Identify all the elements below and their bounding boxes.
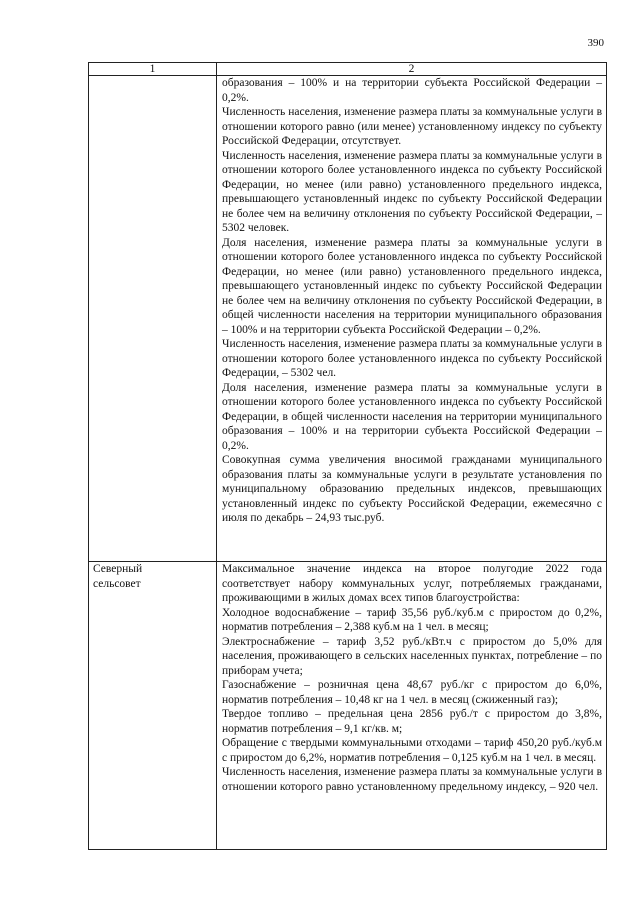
description-cell [217,76,607,562]
paragraph: Твердое топливо – предельная цена 2856 руб./т с приростом до 3,8%, норматив потребления – 9,1 кг/кв. м; [222,708,602,735]
paragraph: Максимальное значение индекса на второе полугодие 2022 года соответствует набору коммунальных услуг, потребляемых гражданами, проживающими в жилых домах всех типов благоустройства: [222,563,602,604]
paragraph: Совокупная сумма увеличения вносимой гражданами муниципального образования платы за коммунальные услуги в результате установления по муниципальному образованию предельных индексов, превышающих установленный индекс по субъекту Российской Федерации, ежемесячно с июля по декабрь – 24,93 тыс.руб. [222,454,602,524]
territory-name-line: сельсовет [93,577,141,590]
paragraph: Численность населения, изменение размера платы за коммунальные услуги в отношении которого равно (или менее) установленному индексу по субъекту Российской Федерации, отсутствует. [222,106,602,147]
table-row [89,562,607,850]
paragraph: Доля населения, изменение размера платы за коммунальные услуги в отношении которого более установленного индекса по субъекту Российской Федерации, в общей численности населения на территории муниципального образования – 100% и на территории субъекта Российской Федерации – 0,2%. [222,381,602,452]
territory-cell [89,76,217,562]
paragraph: образования – 100% и на территории субъекта Российской Федерации – 0,2%. [222,77,602,104]
territory-name-line: Северный [93,563,143,575]
column-header-2: 2 [217,63,607,76]
table-row [89,76,607,562]
paragraph: Обращение с твердыми коммунальными отходами – тариф 450,20 руб./куб.м с приростом до 6,2%, норматив потребления – 0,125 куб.м на 1 чел. в месяц. [222,737,602,764]
paragraph: Численность населения, изменение размера платы за коммунальные услуги в отношении которого более установленного индекса по субъекту Российской Федерации, – 5302 чел. [222,338,602,379]
paragraph: Численность населения, изменение размера платы за коммунальные услуги в отношении которого равно установленному предельному индексу, – 920 чел. [222,766,602,793]
document-table [88,62,607,850]
territory-cell [89,562,217,850]
column-header-1: 1 [89,63,217,76]
paragraph: Численность населения, изменение размера платы за коммунальные услуги в отношении которого более установленного индекса по субъекту Российской Федерации, но менее (или равно) установленного предельного индекса, превышающего установленный индекс по субъекту Российской Федерации не более чем на величину отклонения по субъекту Российской Федерации, – 5302 человек. [222,149,602,234]
table-header-row [89,63,607,76]
description-cell [217,562,607,850]
page-number: 390 [587,37,604,49]
paragraph: Газоснабжение – розничная цена 48,67 руб./кг с приростом до 6,0%, норматив потребления – 10,48 кг на 1 чел. в месяц (сжиженный газ); [222,679,602,706]
paragraph: Электроснабжение – тариф 3,52 руб./кВт.ч с приростом до 5,0% для населения, проживающего в сельских населенных пунктах, потребление – по приборам учета; [222,635,602,677]
paragraph: Холодное водоснабжение – тариф 35,56 руб./куб.м с приростом до 0,2%, норматив потребления – 2,388 куб.м на 1 чел. в месяц; [222,606,602,633]
paragraph: Доля населения, изменение размера платы за коммунальные услуги в отношении которого более установленного индекса по субъекту Российской Федерации, но менее (или равно) установленного предельного индекса, превышающего установленный индекс по субъекту Российской Федерации не более чем на величину отклонения по субъекту Российской Федерации, в общей численности населения на территории муниципального образования – 100% и на территории субъекта Российской Федерации – 0,2%. [222,236,602,336]
